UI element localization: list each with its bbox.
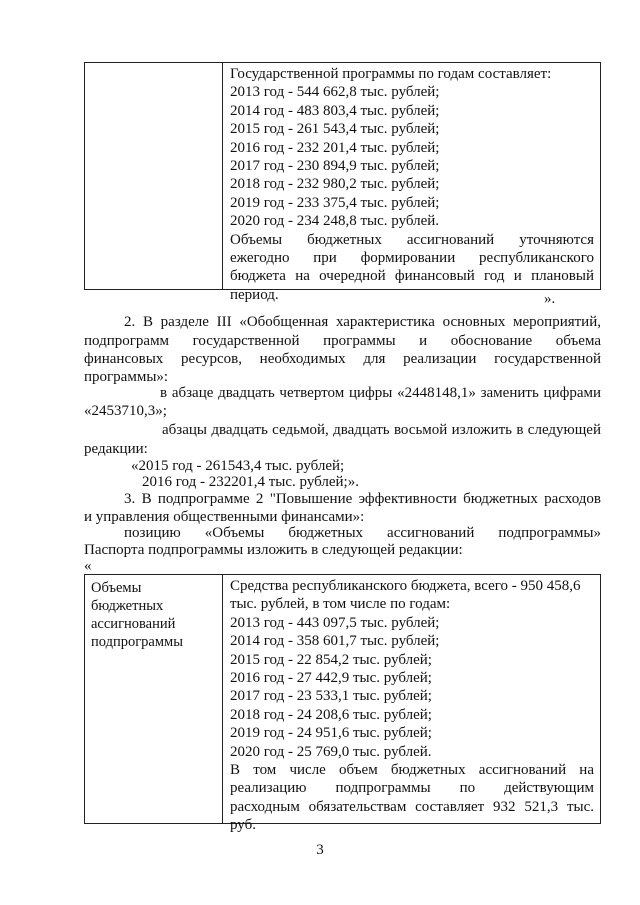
note-line: ежегодно при формировании республиканского (230, 250, 594, 267)
closing-quote: ». (544, 291, 556, 307)
note-line: расходным обязательствам составляет 932 521,3 тыс. (230, 798, 594, 815)
para3-line: и управления общественными финансами»: (84, 509, 365, 525)
table-right-cell (223, 575, 600, 834)
left-cell-line: подпрограммы (91, 634, 183, 650)
year-amount-line: 2018 год - 232 980,2 тыс. рублей; (230, 176, 440, 193)
subprogram-funding-table (84, 574, 601, 834)
year-amount-line: 2015 год - 22 854,2 тыс. рублей; (230, 651, 432, 668)
page-number: 3 (316, 842, 324, 858)
year-amount-line: 2019 год - 233 375,4 тыс. рублей; (230, 194, 440, 211)
year-amount-line: 2018 год - 24 208,6 тыс. рублей; (230, 706, 432, 723)
year-amount-line: 2020 год - 25 769,0 тыс. рублей. (230, 743, 432, 760)
year-amount-line: 2016 год - 27 442,9 тыс. рублей; (230, 670, 432, 687)
para3-line: Паспорта подпрограммы изложить в следующей редакции: (84, 542, 463, 558)
year-amount-line: 2019 год - 24 951,6 тыс. рублей; (230, 725, 432, 742)
year-amount-line: 2016 год - 232 201,4 тыс. рублей; (230, 139, 440, 156)
left-cell-line: бюджетных (91, 598, 164, 614)
opening-quote: « (84, 558, 92, 574)
year-amount-line: 2013 год - 544 662,8 тыс. рублей; (230, 84, 440, 101)
table-right-cell (223, 63, 600, 303)
note-line: бюджета на очередной финансовый год и плановый (230, 268, 594, 285)
table-left-cell-empty (85, 63, 223, 289)
para2-line: программы»: (84, 369, 169, 385)
table-text-line: Государственной программы по годам составляет: (230, 66, 552, 82)
para2-line: «2453710,3»; (84, 403, 167, 419)
note-line: Объемы бюджетных ассигнований уточняются (230, 231, 594, 248)
year-amount-line: 2014 год - 483 803,4 тыс. рублей; (230, 102, 440, 119)
para2-line: 2. В разделе III «Обобщенная характеристика основных мероприятий, (124, 314, 601, 330)
note-line: руб. (230, 817, 256, 834)
year-amount-line: 2014 год - 358 601,7 тыс. рублей; (230, 633, 440, 650)
funding-table-continued (84, 62, 601, 303)
para2-line: абзацы двадцать седьмой, двадцать восьмой изложить в следующей (162, 422, 601, 438)
para3-line: 3. В подпрограмме 2 "Повышение эффективности бюджетных расходов (124, 491, 601, 507)
note-line: реализацию подпрограммы по действующим (230, 780, 594, 797)
note-line: В том числе объем бюджетных ассигнований на (230, 762, 594, 779)
year-amount-line: 2013 год - 443 097,5 тыс. рублей; (230, 614, 440, 631)
total-line: Средства республиканского бюджета, всего - 950 458,6 (230, 578, 581, 594)
left-cell-line: ассигнований (91, 616, 176, 632)
para2-line: в абзаце двадцать четвертом цифры «2448148,1» заменить цифрами (160, 385, 601, 401)
para2-line: финансовых ресурсов, необходимых для реализации государственной (84, 351, 601, 367)
total-line: тыс. рублей, в том числе по годам: (230, 596, 451, 613)
year-amount-line: 2015 год - 261 543,4 тыс. рублей; (230, 121, 440, 138)
para2-line: «2015 год - 261543,4 тыс. рублей; (131, 458, 345, 474)
note-line: период. (230, 286, 279, 303)
year-amount-line: 2017 год - 230 894,9 тыс. рублей; (230, 158, 440, 175)
para2-line: подпрограмм государственной программы и обоснование объема (84, 333, 601, 349)
left-cell-line: Объемы (91, 580, 142, 596)
para2-line: редакции: (84, 441, 148, 457)
year-amount-line: 2020 год - 234 248,8 тыс. рублей. (230, 213, 440, 230)
table-left-cell (85, 575, 223, 823)
para3-line: позицию «Объемы бюджетных ассигнований подпрограммы» (124, 525, 601, 541)
year-amount-line: 2017 год - 23 533,1 тыс. рублей; (230, 688, 432, 705)
para2-line: 2016 год - 232201,4 тыс. рублей;». (142, 474, 359, 490)
